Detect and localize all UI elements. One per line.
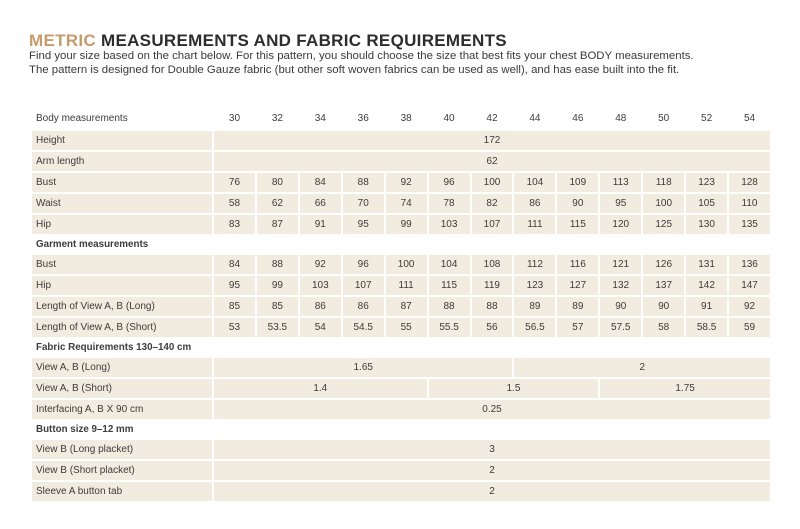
measurement-cell: 172: [214, 131, 770, 150]
garment-section: [32, 236, 770, 253]
measurement-cell: 2: [514, 358, 770, 377]
garment-measurement-row: [32, 276, 770, 295]
measurement-cell: 62: [214, 152, 770, 171]
measurement-cell: 78: [429, 194, 470, 213]
page-title: [29, 31, 507, 51]
measurement-cell: 121: [600, 255, 641, 274]
title-accent: METRIC: [29, 31, 96, 50]
measurement-cell: 54: [300, 318, 341, 337]
measurement-cell: 86: [343, 297, 384, 316]
body-measurement-row: [32, 152, 770, 171]
size-header-cell: 50: [658, 113, 670, 124]
measurement-cell: 88: [343, 173, 384, 192]
button-section-title: Button size 9–12 mm: [36, 424, 134, 435]
measurement-cell: 135: [729, 215, 770, 234]
measurement-cell: 142: [686, 276, 727, 295]
measurement-cell: 57: [557, 318, 598, 337]
measurement-cell: 108: [472, 255, 513, 274]
fabric-section: [32, 339, 770, 356]
row-label: View B (Long placket): [32, 440, 212, 459]
measurement-cell: 125: [643, 215, 684, 234]
garment-measurement-row: [32, 318, 770, 337]
measurement-cell: 1.65: [214, 358, 512, 377]
measurement-cell: 104: [514, 173, 555, 192]
fabric-requirement-row: [32, 358, 770, 377]
measurement-cell: 99: [386, 215, 427, 234]
fabric-requirement-row: [32, 400, 770, 419]
measurement-cell: 58: [214, 194, 255, 213]
measurement-cell: 95: [214, 276, 255, 295]
row-label: View A, B (Short): [32, 379, 212, 398]
measurement-cell: 62: [257, 194, 298, 213]
row-label: Arm length: [32, 152, 212, 171]
measurement-cell: 80: [257, 173, 298, 192]
body-measurement-row: [32, 194, 770, 213]
measurement-cell: 92: [300, 255, 341, 274]
size-header-cell: 38: [400, 113, 412, 124]
row-label: Length of View A, B (Long): [32, 297, 212, 316]
row-label: Interfacing A, B X 90 cm: [32, 400, 212, 419]
measurement-cell: 3: [214, 440, 770, 459]
measurement-cell: 84: [214, 255, 255, 274]
measurement-cell: 96: [343, 255, 384, 274]
measurement-cell: 89: [557, 297, 598, 316]
size-header-cell: 46: [572, 113, 584, 124]
garment-section-title: Garment measurements: [36, 239, 149, 250]
measurement-cell: 91: [300, 215, 341, 234]
size-header-cell: 42: [486, 113, 498, 124]
row-label: Bust: [32, 255, 212, 274]
row-label: Sleeve A button tab: [32, 482, 212, 501]
measurement-cell: 90: [643, 297, 684, 316]
measurement-cell: 136: [729, 255, 770, 274]
button-section: [32, 421, 770, 438]
intro-line-2: The pattern is designed for Double Gauze fabric (but other soft woven fabrics can be used as well), and has ease built into the fit.: [29, 64, 680, 76]
measurement-cell: 92: [729, 297, 770, 316]
measurement-cell: 1.5: [429, 379, 599, 398]
measurement-cell: 85: [214, 297, 255, 316]
measurement-cell: 99: [257, 276, 298, 295]
measurement-cell: 100: [472, 173, 513, 192]
row-label: Waist: [32, 194, 212, 213]
size-header-cell: 30: [228, 113, 241, 124]
size-header-cell: 54: [743, 113, 756, 124]
measurement-cell: 126: [643, 255, 684, 274]
title-rest: MEASUREMENTS AND FABRIC REQUIREMENTS: [101, 31, 507, 50]
measurement-cell: 88: [257, 255, 298, 274]
measurement-cell: 66: [300, 194, 341, 213]
measurement-cell: 107: [472, 215, 513, 234]
row-label: Hip: [32, 276, 212, 295]
body-measurements-header: Body measurements: [36, 113, 128, 124]
measurement-cell: 92: [386, 173, 427, 192]
measurement-cell: 82: [472, 194, 513, 213]
measurement-cell: 84: [300, 173, 341, 192]
measurement-cell: 132: [600, 276, 641, 295]
measurement-cell: 91: [686, 297, 727, 316]
measurement-cell: 109: [557, 173, 598, 192]
measurement-cell: 119: [472, 276, 513, 295]
garment-measurement-row: [32, 255, 770, 274]
row-label: Hip: [32, 215, 212, 234]
measurement-cell: 111: [386, 276, 427, 295]
size-header-cell: 34: [314, 113, 326, 124]
button-row: [32, 482, 770, 501]
measurement-cell: 107: [343, 276, 384, 295]
measurement-cell: 103: [429, 215, 470, 234]
row-label: Bust: [32, 173, 212, 192]
measurement-cell: 120: [600, 215, 641, 234]
measurement-cell: 88: [429, 297, 470, 316]
garment-measurement-row: [32, 297, 770, 316]
measurement-cell: 112: [514, 255, 555, 274]
intro-text: [29, 49, 789, 77]
body-measurement-row: [32, 131, 770, 150]
measurement-cell: 76: [214, 173, 255, 192]
measurement-cell: 59: [729, 318, 770, 337]
size-header-row: [32, 108, 770, 129]
measurement-cell: 58.5: [686, 318, 727, 337]
button-row: [32, 440, 770, 459]
measurement-cell: 131: [686, 255, 727, 274]
measurement-cell: 53: [214, 318, 255, 337]
row-label: View B (Short placket): [32, 461, 212, 480]
measurement-cell: 86: [514, 194, 555, 213]
measurement-cell: 104: [429, 255, 470, 274]
measurement-cell: 55: [386, 318, 427, 337]
measurement-cell: 54.5: [343, 318, 384, 337]
measurement-cell: 86: [300, 297, 341, 316]
measurement-cell: 88: [472, 297, 513, 316]
size-header-cell: 32: [271, 113, 283, 124]
measurement-cell: 2: [214, 482, 770, 501]
measurement-cell: 118: [643, 173, 684, 192]
measurement-cell: 74: [386, 194, 427, 213]
measurement-cell: 147: [729, 276, 770, 295]
body-measurement-row: [32, 215, 770, 234]
measurement-cell: 100: [643, 194, 684, 213]
measurement-cell: 127: [557, 276, 598, 295]
measurement-cell: 111: [514, 215, 555, 234]
measurement-cell: 115: [429, 276, 470, 295]
measurement-cell: 96: [429, 173, 470, 192]
row-label: View A, B (Long): [32, 358, 212, 377]
size-header-cell: 44: [529, 113, 541, 124]
measurement-cell: 137: [643, 276, 684, 295]
measurement-cell: 55.5: [429, 318, 470, 337]
fabric-section-title: Fabric Requirements 130–140 cm: [36, 342, 192, 353]
measurement-cell: 105: [686, 194, 727, 213]
row-label: Length of View A, B (Short): [32, 318, 212, 337]
measurement-cell: 95: [600, 194, 641, 213]
body-measurement-row: [32, 173, 770, 192]
measurement-cell: 130: [686, 215, 727, 234]
row-label: Height: [32, 131, 212, 150]
size-header-cell: 48: [615, 113, 627, 124]
fabric-requirement-row: [32, 379, 770, 398]
measurement-cell: 90: [557, 194, 598, 213]
measurement-cell: 115: [557, 215, 598, 234]
measurement-cell: 2: [214, 461, 770, 480]
measurement-cell: 90: [600, 297, 641, 316]
measurement-cell: 128: [729, 173, 770, 192]
measurement-cell: 87: [257, 215, 298, 234]
measurement-cell: 113: [600, 173, 641, 192]
measurement-cell: 103: [300, 276, 341, 295]
measurement-cell: 0.25: [214, 400, 770, 419]
measurement-cell: 58: [643, 318, 684, 337]
measurement-cell: 56: [472, 318, 513, 337]
size-header-cell: 36: [357, 113, 369, 124]
size-table: [30, 106, 772, 503]
intro-line-1: Find your size based on the chart below. For this pattern, you should choose the size that best fits your chest BODY measurements.: [29, 50, 694, 62]
measurement-cell: 89: [514, 297, 555, 316]
measurement-cell: 85: [257, 297, 298, 316]
measurement-cell: 57.5: [600, 318, 641, 337]
button-row: [32, 461, 770, 480]
size-header-cell: 52: [701, 113, 713, 124]
measurement-cell: 83: [214, 215, 255, 234]
measurement-cell: 70: [343, 194, 384, 213]
measurement-cell: 87: [386, 297, 427, 316]
measurement-cell: 1.75: [600, 379, 770, 398]
measurement-cell: 100: [386, 255, 427, 274]
measurement-cell: 1.4: [214, 379, 427, 398]
measurement-cell: 53.5: [257, 318, 298, 337]
size-header-cell: 40: [443, 113, 455, 124]
measurement-cell: 110: [729, 194, 770, 213]
measurement-cell: 56.5: [514, 318, 555, 337]
measurement-cell: 95: [343, 215, 384, 234]
measurement-cell: 123: [686, 173, 727, 192]
measurement-cell: 116: [557, 255, 598, 274]
measurement-cell: 123: [514, 276, 555, 295]
